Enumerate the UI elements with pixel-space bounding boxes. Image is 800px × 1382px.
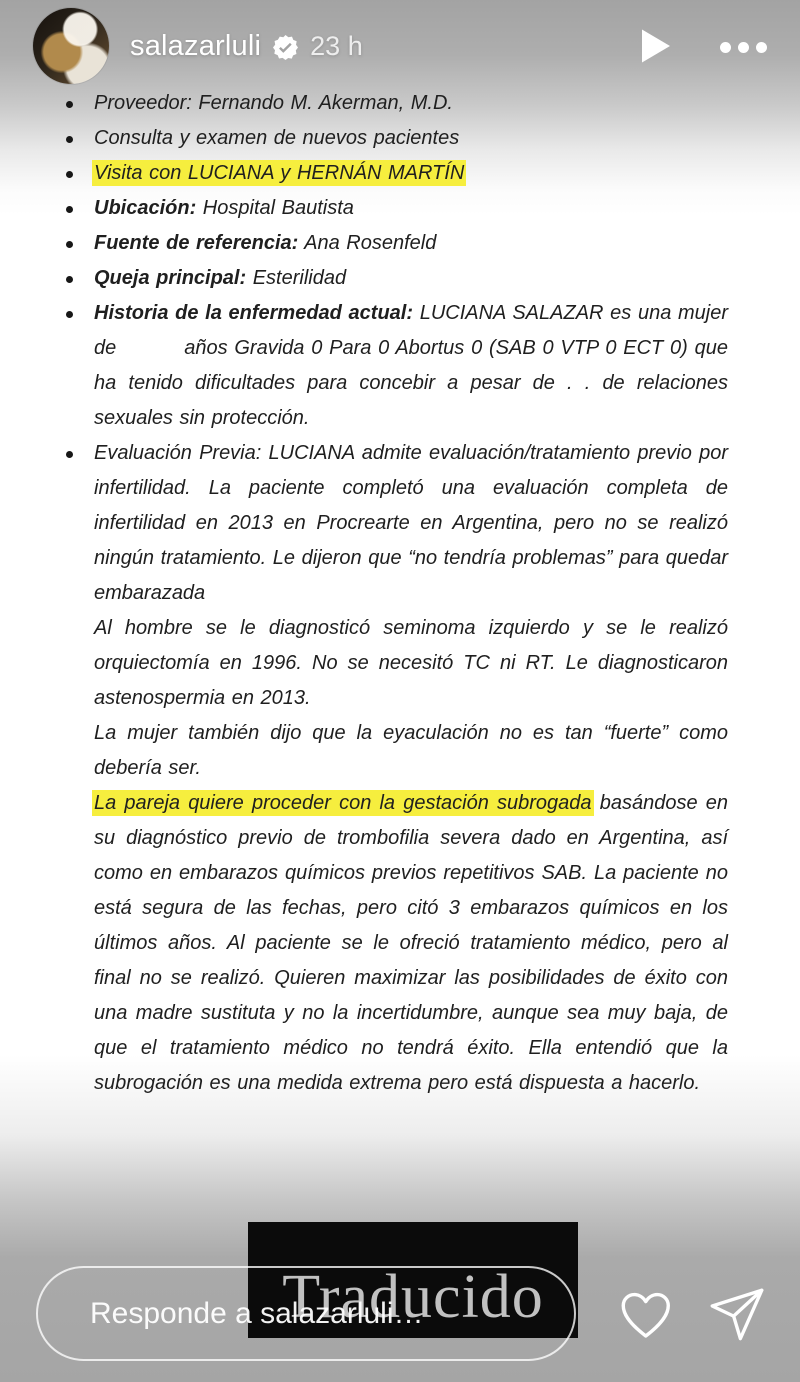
- indent-spacer: [64, 611, 94, 716]
- bullet-dot: [64, 296, 94, 436]
- bullet-label: Fuente de referencia:: [94, 232, 299, 254]
- play-icon[interactable]: [640, 28, 672, 64]
- more-options-icon[interactable]: [720, 40, 772, 54]
- list-item: [64, 156, 728, 191]
- dot: [756, 42, 767, 53]
- list-item: [64, 296, 728, 436]
- reply-bar: [36, 1263, 576, 1361]
- paragraph-text: Al hombre se le diagnosticó seminoma izquierdo y se le realizó orquiectomía en 1996. No se necesitó TC ni RT. Le diagnosticaron astenospermia en 2013.: [94, 617, 728, 709]
- highlighted-text: Visita con LUCIANA y HERNÁN MARTÍN: [94, 162, 465, 184]
- bullet-label: Queja principal:: [94, 267, 247, 289]
- reply-input[interactable]: [38, 1263, 574, 1359]
- bullet-text: Ana Rosenfeld: [298, 232, 437, 254]
- bullet-text: Proveedor: Fernando M. Akerman, M.D.: [94, 92, 453, 114]
- heart-icon[interactable]: [618, 1290, 674, 1340]
- list-item: [64, 261, 728, 296]
- bullet-label: Historia de la enfermedad actual:: [94, 302, 414, 324]
- bullet-text: Hospital Bautista: [196, 197, 354, 219]
- verified-badge-icon: [273, 35, 298, 60]
- indent-spacer: [64, 716, 94, 786]
- indent-spacer: [64, 786, 94, 1101]
- bullet-text: Consulta y examen de nuevos pacientes: [94, 127, 460, 149]
- bullet-dot: [64, 436, 94, 611]
- paragraph: [64, 786, 728, 1101]
- list-item: [64, 121, 728, 156]
- bullet-text: Evaluación Previa: LUCIANA admite evaluación/tratamiento previo por infertilidad. La paciente completó una evaluación completa de infertilidad en 2013 en Procrearte en Argentina, pero no se realizó ningún tratamiento. Le dijeron que “no tendría problemas” para quedar embarazada: [94, 442, 728, 604]
- bullet-text: LUCIANA SALAZAR es una mujer de años Gravida 0 Para 0 Abortus 0 (SAB 0 VTP 0 ECT 0) que ha tenido dificultades para concebir a pesar de . . de relaciones sexuales sin protección.: [94, 302, 729, 429]
- username[interactable]: salazarluli: [130, 29, 262, 62]
- translated-label: Traducido: [282, 1263, 544, 1331]
- paragraph-text: basándose en su diagnóstico previo de trombofilia severa dado en Argentina, así como en embarazos químicos previos repetitivos SAB. La paciente no está segura de las fechas, pero citó 3 embarazos químicos en los últimos años. Al paciente se le ofreció tratamiento médico, pero al final no se realizó. Quieren maximizar las posibilidades de éxito con una madre sustituta y no la incertidumbre, aunque sea muy baja, de que el tratamiento médico no tendrá éxito. Ella entendió que la subrogación es una medida extrema pero está dispuesta a hacerlo.: [94, 792, 729, 1094]
- share-icon[interactable]: [708, 1288, 766, 1342]
- highlighted-text: La pareja quiere proceder con la gestación subrogada: [94, 792, 592, 814]
- story-timestamp: 23 h: [310, 30, 363, 61]
- bullet-dot: [64, 191, 94, 226]
- bullet-dot: [64, 226, 94, 261]
- translated-document: [64, 86, 728, 1101]
- dot: [738, 42, 749, 53]
- paragraph: [64, 716, 728, 786]
- story-header: [0, 0, 800, 96]
- list-item: [64, 226, 728, 261]
- paragraph: [64, 611, 728, 716]
- bullet-label: Ubicación:: [94, 197, 197, 219]
- bullet-dot: [64, 261, 94, 296]
- bullet-text: Esterilidad: [246, 267, 347, 289]
- avatar[interactable]: [33, 8, 109, 84]
- paragraph-text: La mujer también dijo que la eyaculación no es tan “fuerte” como debería ser.: [94, 722, 728, 779]
- identity-row: [130, 0, 363, 92]
- bullet-dot: [64, 121, 94, 156]
- list-item: [64, 191, 728, 226]
- dot: [720, 42, 731, 53]
- list-item: [64, 436, 728, 611]
- bullet-dot: [64, 156, 94, 191]
